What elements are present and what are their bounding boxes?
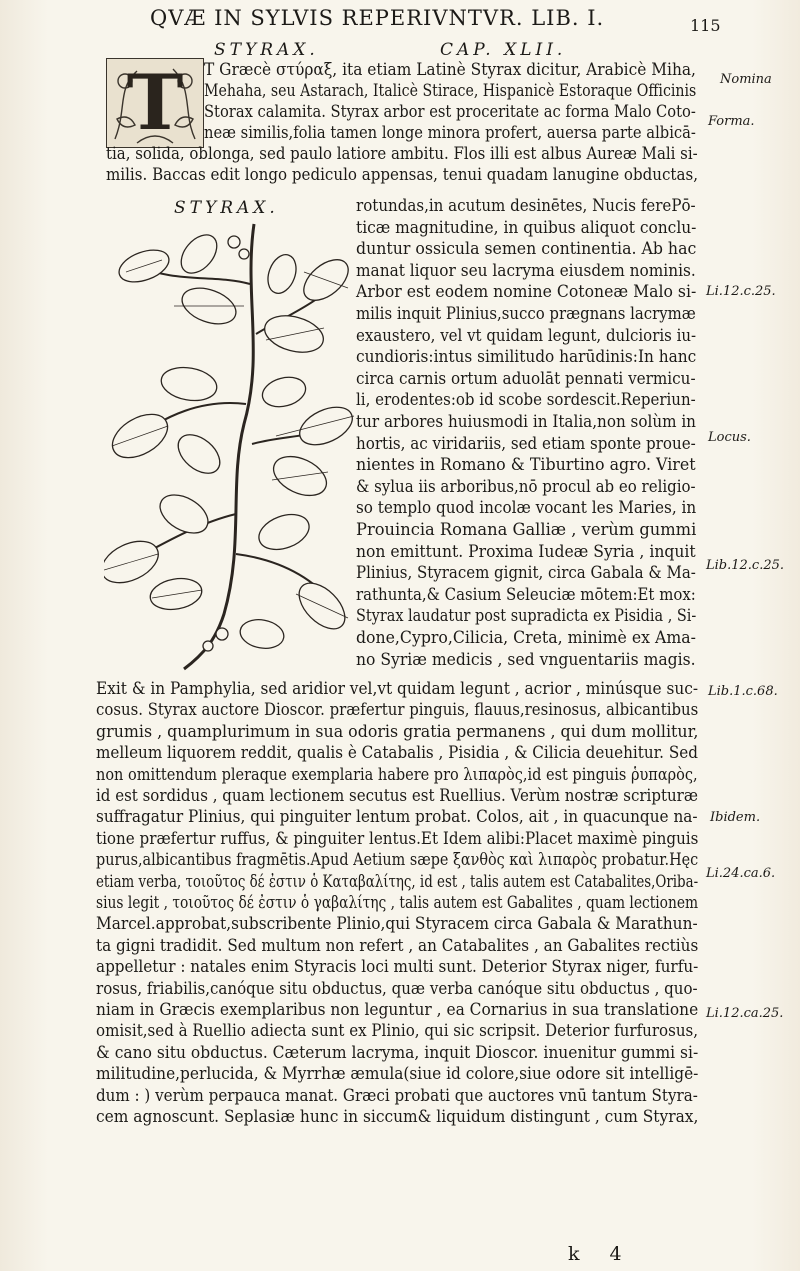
text-line: tione præfertur ruffus, & pinguiter lentus.Et Idem alibi:Placet maximè pinguis: [96, 828, 699, 849]
text-line: Mehaha, seu Astarach, Italicè Stirace, Hispanicè Estoraque Officinis: [204, 81, 697, 101]
text-line: suffragatur Plinius, qui pinguiter lentum probat. Colos, ait , in quacunque na-: [96, 807, 698, 828]
margin-note: Lib.1.c.68.: [708, 684, 778, 699]
text-line: done,Cypro,Cilicia, Creta, minimè ex Ama-: [356, 628, 696, 648]
page-number: 115: [690, 16, 721, 35]
text-line: cundioris:intus similitudo harūdinis:In hanc: [356, 347, 697, 368]
text-line: appelletur : natales enim Styracis loci multi sunt. Deterior Styrax niger, furfu-: [96, 957, 699, 978]
text-line: rotundas,in acutum desinētes, Nucis ferePō-: [356, 196, 696, 216]
text-line: purus,albicantibus fragmētis.Apud Aetium sæpe ξανθὸς καὶ λιπαρὸς probatur.Hęc: [96, 850, 699, 871]
text-line: Styrax laudatur post supradicta ex Pisidia , Si-: [356, 606, 697, 627]
text-line: tur arbores huiusmodi in Italia,non solùm in: [356, 412, 696, 432]
text-line: ta gigni tradidit. Sed multum non refert , an Catabalites , an Gabalites rectiùs: [96, 935, 699, 956]
margin-note: Lib.12.c.25.: [706, 558, 785, 573]
text-line: non emittunt. Proxima Iudeæ Syria , inquit: [356, 541, 696, 562]
text-line: Marcel.approbat,subscribente Plinio,qui Styracem circa Gabala & Marathun-: [96, 914, 698, 935]
text-line: non omittendum pleraque exemplaria habere pro λιπαρὸς,id est pinguis ῥυπαρὸς,: [96, 764, 698, 785]
margin-note: Ibidem.: [710, 810, 761, 825]
margin-note: Nomina: [720, 72, 772, 87]
text-line: Arbor est eodem nomine Cotoneæ Malo si-: [356, 282, 697, 303]
text-line: rathunta,& Casium Seleuciæ mōtem:Et mox:: [356, 584, 696, 605]
chapter-title: STYRAX.: [214, 40, 319, 60]
text-line: milis. Baccas edit longo pediculo appensas, tenui quadam lanugine obductas,: [106, 165, 699, 185]
text-line: Exit & in Pamphylia, sed aridior vel,vt quidam legunt , acrior , minúsque suc-: [96, 679, 699, 699]
text-line: & sylua iis arboribus,nō procul ab eo religio-: [356, 476, 696, 497]
text-line: tia, solida, oblonga, sed paulo latiore ambitu. Flos illi est albus Aureæ Mali si-: [106, 144, 698, 164]
text-line: Plinius, Styracem gignit, circa Gabala & Ma-: [356, 563, 696, 584]
text-line: nientes in Romano & Tiburtino agro. Viret: [356, 455, 696, 476]
text-line: Prouincia Romana Galliæ , verùm gummi: [356, 520, 697, 540]
text-line: ticæ magnitudine, in quibus aliquot conclu-: [356, 217, 697, 238]
margin-note: Forma.: [708, 114, 755, 129]
text-line: no Syriæ medicis , sed vnguentariis magis.: [356, 649, 696, 670]
margin-note: Li.12.ca.25.: [706, 1006, 784, 1021]
text-line: omisit,sed à Ruellio adiecta sunt ex Plinio, qui sic scripsit. Deterior furfurosus,: [96, 1021, 699, 1042]
text-line: etiam verba, τοιοῦτος δέ ἐστιν ὁ Καταβαλίτης, id est , talis autem est Catabalites,Oriba-: [96, 871, 699, 892]
text-line: neæ similis,folia tamen longe minora profert, auersa parte albicā-: [204, 123, 696, 143]
text-line: militudine,perlucida, & Myrrhæ æmula(siue id colore,siue odore sit intelligē-: [96, 1064, 699, 1085]
text-line: melleum liquorem reddit, qualis è Catabalis , Pisidia , & Cilicia deuehitur. Sed: [96, 743, 698, 764]
text-line: duntur ossicula semen continentia. Ab hac: [356, 239, 697, 260]
text-line: niam in Græcis exemplaribus non leguntur , ea Cornarius in sua translatione: [96, 1000, 699, 1020]
text-line: Storax calamita. Styrax arbor est proceritate ac forma Malo Coto-: [204, 102, 696, 122]
text-line: cem agnoscunt. Seplasiæ hunc in siccum& liquidum distingunt , cum Styrax,: [96, 1107, 699, 1127]
decorated-initial: [106, 58, 204, 148]
text-line: li, erodentes:ob id scobe sordescit.Reperiun-: [356, 390, 696, 411]
text-line: so templo quod incolæ vocant les Maries, in: [356, 498, 697, 519]
text-line: & cano situ obductus. Cæterum lacryma, inquit Dioscor. inuenitur gummi si-: [96, 1042, 699, 1063]
styrax-plant-illustration: [104, 214, 356, 679]
text-line: cosus. Styrax auctore Dioscor. præfertur pinguis, flauus,resinosus, albicantibus: [96, 700, 699, 721]
text-line: hortis, ac viridariis, sed etiam sponte proue-: [356, 433, 696, 454]
text-line: rosus, friabilis,canóque situ obductus, quæ verba canóque situ obductus , quo-: [96, 978, 698, 999]
text-line: circa carnis ortum aduolāt pennati vermicu-: [356, 368, 696, 389]
text-line: id est sordidus , quam lectionem secutus est Ruellius. Verùm nostræ scripturæ: [96, 786, 698, 806]
text-line: manat liquor seu lacryma eiusdem nominis.: [356, 260, 696, 281]
running-head: QVÆ IN SYLVIS REPERIVNTVR. LIB. I.: [150, 6, 605, 30]
margin-note: Li.12.c.25.: [706, 284, 776, 299]
text-line: sius legit , τοιοῦτος δέ ἐστιν ὁ γαβαλίτης , talis autem est Gabalites , quam lectionem: [96, 893, 699, 913]
text-line: grumis , quamplurimum in sua odoris gratia permanens , qui dum mollitur,: [96, 721, 699, 742]
text-line: dum : ) verùm perpauca manat. Græci probati que auctores vnū tantum Styra-: [96, 1085, 698, 1106]
text-line: milis inquit Plinius,succo prægnans lacrymæ: [356, 304, 696, 324]
margin-note: Locus.: [708, 430, 751, 445]
initial-letter: T: [126, 58, 184, 147]
catchword: k 4: [568, 1243, 634, 1265]
margin-note: Li.24.ca.6.: [706, 866, 776, 881]
figure-caption: STYRAX.: [174, 198, 279, 218]
chapter-number: CAP. XLII.: [440, 40, 567, 60]
text-line: T Græcè στύραξ, ita etiam Latinè Styrax dicitur, Arabicè Miha,: [204, 60, 696, 80]
text-line: exaustero, vel vt quidam legunt, dulcioris iu-: [356, 325, 697, 346]
